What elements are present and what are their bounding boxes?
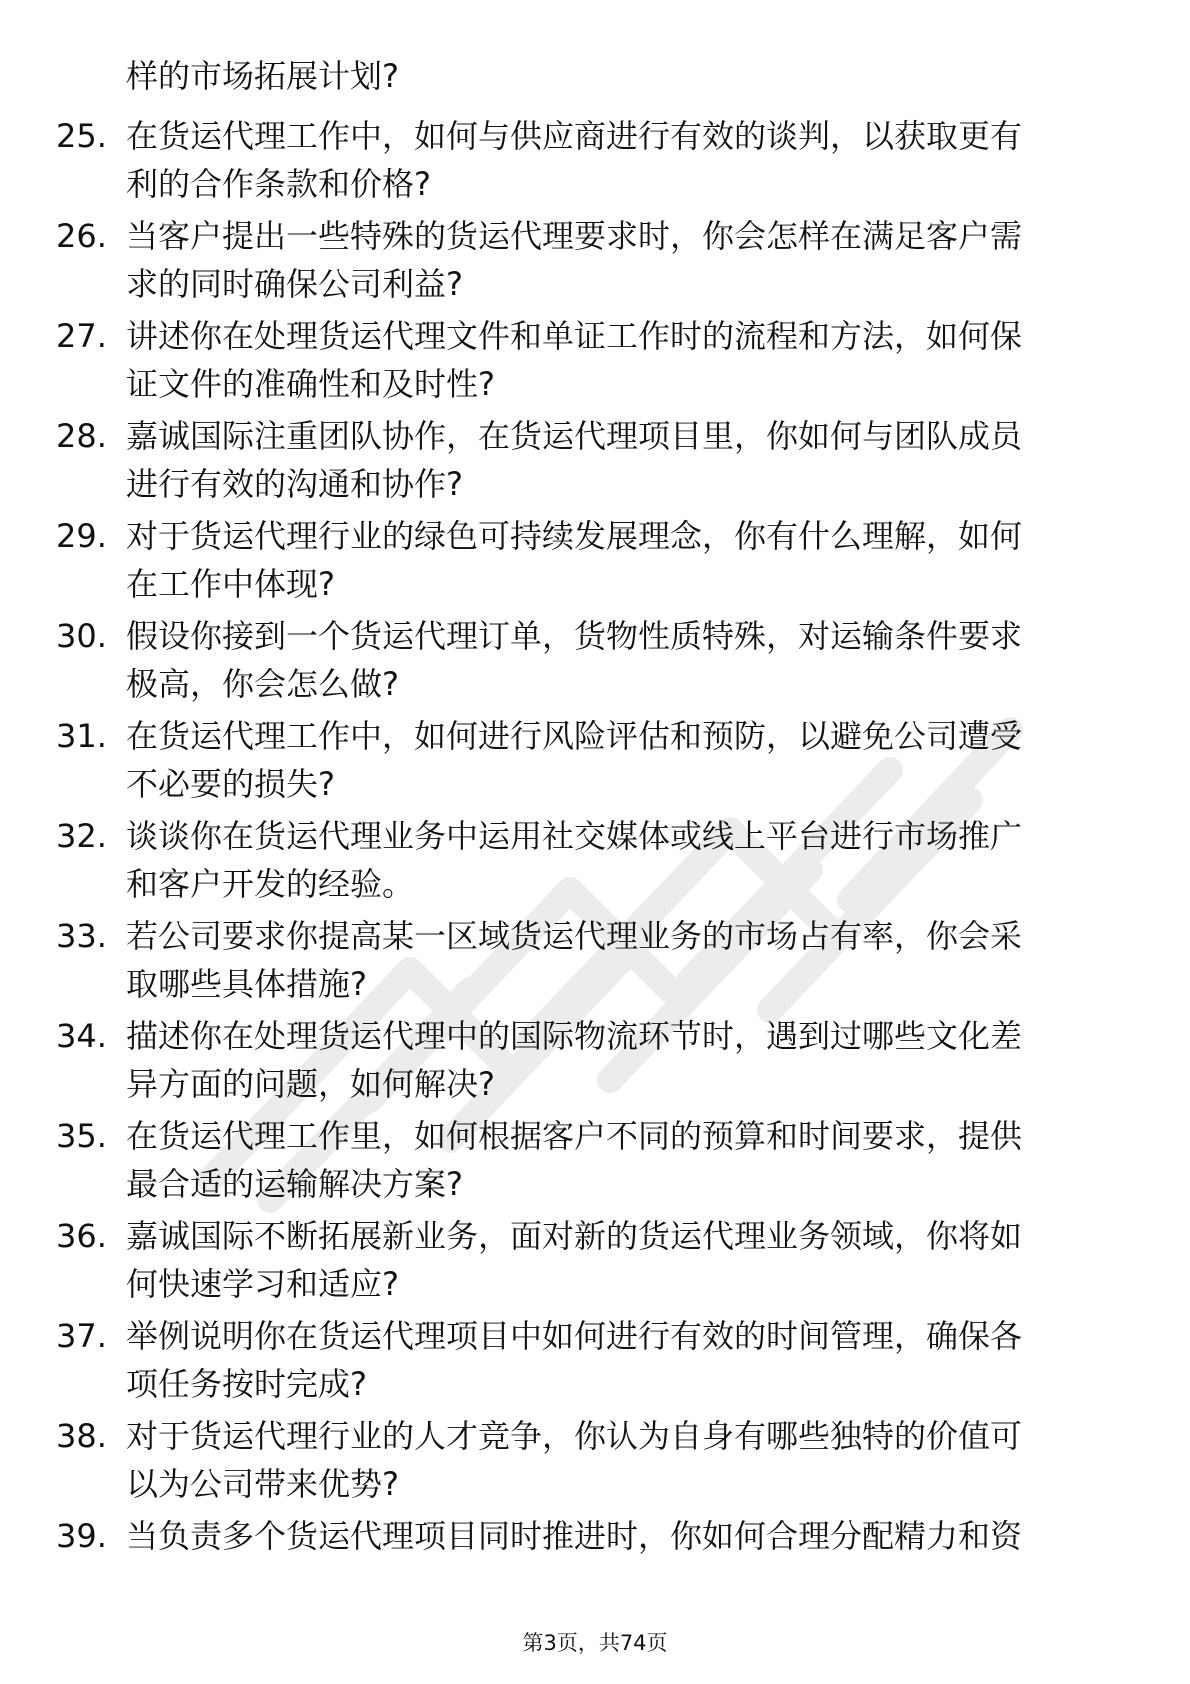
question-text-line: 嘉诚国际不断拓展新业务，面对新的货运代理业务领域，你将如 bbox=[126, 1217, 1023, 1255]
question-text-line: 当客户提出一些特殊的货运代理要求时，你会怎样在满足客户需 bbox=[126, 217, 1023, 255]
question-number: 31. bbox=[56, 717, 107, 755]
question-item bbox=[0, 612, 1190, 712]
question-item bbox=[0, 812, 1190, 912]
question-text-line: 极高，你会怎么做? bbox=[126, 665, 399, 703]
question-text bbox=[126, 612, 1116, 708]
continued-question-line: 样的市场拓展计划? bbox=[126, 57, 399, 95]
question-text-line: 项任务按时完成? bbox=[126, 1365, 367, 1403]
question-item bbox=[0, 712, 1190, 812]
question-text bbox=[126, 1012, 1116, 1108]
question-item bbox=[0, 1112, 1190, 1212]
question-text-line: 描述你在处理货运代理中的国际物流环节时，遇到过哪些文化差 bbox=[126, 1017, 1023, 1055]
question-text-line: 取哪些具体措施? bbox=[126, 965, 367, 1003]
question-text-line: 在货运代理工作中，如何进行风险评估和预防，以避免公司遭受 bbox=[126, 717, 1023, 755]
question-text bbox=[126, 712, 1116, 808]
question-text-line: 以为公司带来优势? bbox=[126, 1465, 399, 1503]
question-number: 39. bbox=[56, 1517, 107, 1555]
question-item bbox=[0, 1512, 1190, 1612]
question-text bbox=[126, 812, 1116, 908]
question-text-line: 和客户开发的经验。 bbox=[126, 865, 415, 903]
question-number: 38. bbox=[56, 1417, 107, 1455]
question-text bbox=[126, 1512, 1116, 1560]
question-text bbox=[126, 1412, 1116, 1508]
question-text-line: 最合适的运输解决方案? bbox=[126, 1165, 463, 1203]
question-number: 35. bbox=[56, 1117, 107, 1155]
question-text-line: 谈谈你在货运代理业务中运用社交媒体或线上平台进行市场推广 bbox=[126, 817, 1023, 855]
question-text-line: 举例说明你在货运代理项目中如何进行有效的时间管理，确保各 bbox=[126, 1317, 1023, 1355]
question-number: 37. bbox=[56, 1317, 107, 1355]
question-item bbox=[0, 1312, 1190, 1412]
question-item bbox=[0, 312, 1190, 412]
question-text bbox=[126, 512, 1116, 608]
question-text-line: 嘉诚国际注重团队协作，在货运代理项目里，你如何与团队成员 bbox=[126, 417, 1023, 455]
question-item bbox=[0, 212, 1190, 312]
question-item bbox=[0, 1012, 1190, 1112]
question-number: 27. bbox=[56, 317, 107, 355]
question-text-line: 异方面的问题，如何解决? bbox=[126, 1065, 495, 1103]
question-text-line: 在工作中体现? bbox=[126, 565, 335, 603]
question-number: 32. bbox=[56, 817, 107, 855]
question-text-line: 进行有效的沟通和协作? bbox=[126, 465, 463, 503]
question-text-line: 何快速学习和适应? bbox=[126, 1265, 399, 1303]
question-item bbox=[0, 412, 1190, 512]
question-text-line: 对于货运代理行业的人才竞争，你认为自身有哪些独特的价值可 bbox=[126, 1417, 1023, 1455]
question-text-line: 证文件的准确性和及时性? bbox=[126, 365, 495, 403]
question-item bbox=[0, 1212, 1190, 1312]
question-text-line: 利的合作条款和价格? bbox=[126, 165, 431, 203]
question-text-line: 对于货运代理行业的绿色可持续发展理念，你有什么理解，如何 bbox=[126, 517, 1023, 555]
question-item bbox=[0, 112, 1190, 212]
question-text bbox=[126, 1112, 1116, 1208]
question-text bbox=[126, 1212, 1116, 1308]
question-number: 28. bbox=[56, 417, 107, 455]
question-text bbox=[126, 912, 1116, 1008]
question-number: 36. bbox=[56, 1217, 107, 1255]
question-number: 30. bbox=[56, 617, 107, 655]
question-item bbox=[0, 1412, 1190, 1512]
question-item bbox=[0, 912, 1190, 1012]
question-text bbox=[126, 312, 1116, 408]
question-text-line: 求的同时确保公司利益? bbox=[126, 265, 463, 303]
question-number: 33. bbox=[56, 917, 107, 955]
question-item bbox=[0, 512, 1190, 612]
question-text bbox=[126, 212, 1116, 308]
question-number: 26. bbox=[56, 217, 107, 255]
question-text bbox=[126, 412, 1116, 508]
page-footer: 第3页，共74页 bbox=[522, 1631, 668, 1655]
question-text-line: 当负责多个货运代理项目同时推进时，你如何合理分配精力和资 bbox=[126, 1517, 1023, 1555]
question-text-line: 在货运代理工作中，如何与供应商进行有效的谈判，以获取更有 bbox=[126, 117, 1023, 155]
question-text-line: 在货运代理工作里，如何根据客户不同的预算和时间要求，提供 bbox=[126, 1117, 1023, 1155]
question-number: 34. bbox=[56, 1017, 107, 1055]
question-number: 25. bbox=[56, 117, 107, 155]
question-text-line: 不必要的损失? bbox=[126, 765, 335, 803]
question-list bbox=[0, 112, 1190, 1612]
question-text bbox=[126, 1312, 1116, 1408]
question-text-line: 假设你接到一个货运代理订单，货物性质特殊，对运输条件要求 bbox=[126, 617, 1023, 655]
question-text-line: 若公司要求你提高某一区域货运代理业务的市场占有率，你会采 bbox=[126, 917, 1023, 955]
question-number: 29. bbox=[56, 517, 107, 555]
question-text-line: 讲述你在处理货运代理文件和单证工作时的流程和方法，如何保 bbox=[126, 317, 1023, 355]
question-text bbox=[126, 112, 1116, 208]
